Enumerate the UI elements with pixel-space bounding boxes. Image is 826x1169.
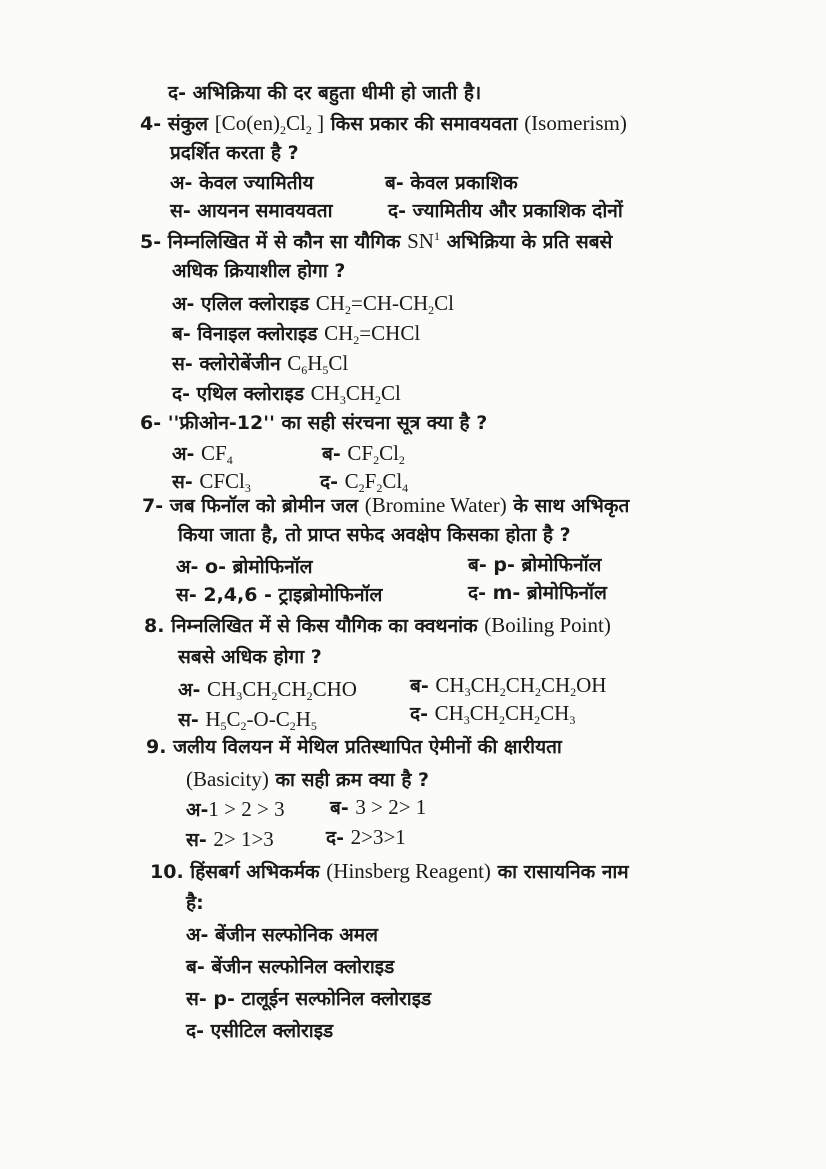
question-9-line-2: [186, 766, 429, 793]
question-10-line-2: है:: [186, 892, 204, 914]
question-6-option-d: [320, 468, 408, 495]
question-10-option-b: ब- बेंजीन सल्फोनिल क्लोराइड: [186, 956, 395, 978]
option-label: द- एथिल क्लोराइड: [172, 383, 304, 405]
question-7-option-d: द- m- ब्रोमोफिनॉल: [468, 582, 607, 604]
question-4-line-2: प्रदर्शित करता है ?: [170, 142, 299, 164]
english-term: (Hinsberg Reagent): [326, 859, 491, 883]
formula: $CF_4$: [201, 441, 233, 467]
option-label: ब-: [322, 443, 341, 465]
question-7-line-1: [142, 492, 629, 519]
question-text: किस प्रकार की समावयवता: [330, 113, 518, 135]
option-label: ब-: [330, 797, 349, 819]
question-6-option-a: [172, 440, 233, 467]
formula: [$Co(en)_2Cl_2$ ]: [214, 111, 325, 137]
option-label: स- क्लोरोबेंजीन: [172, 353, 281, 375]
formula: $SN^1$: [407, 229, 440, 253]
formula: $CH_3CH_2CH_2CH_3$: [434, 701, 576, 727]
formula: $CH_3CH_2Cl$: [310, 381, 401, 407]
question-text: के साथ अभिकृत: [513, 495, 630, 517]
question-5-option-a: [172, 290, 454, 317]
option-label: स-: [178, 709, 199, 731]
question-text: हिंसबर्ग अभिकर्मक: [190, 861, 320, 883]
question-10-option-a: अ- बेंजीन सल्फोनिक अमल: [186, 924, 379, 946]
question-text: ''फ्रीओन-12'' का सही संरचना सूत्र क्या है ?: [167, 412, 488, 434]
question-6-option-c: [172, 468, 251, 495]
question-9-line-1: [146, 734, 562, 760]
formula: $C_2F_2Cl_4$: [344, 469, 409, 495]
question-number: 7-: [142, 495, 164, 517]
formula: 2>3>1: [350, 825, 406, 849]
english-term: (Isomerism): [524, 111, 627, 135]
formula: CFCl$_3$: [199, 469, 251, 495]
question-9-option-b: [330, 794, 426, 821]
question-number: 5-: [140, 231, 162, 253]
english-term: (Boiling Point): [484, 613, 611, 637]
question-7-option-b: ब- p- ब्रोमोफिनॉल: [468, 554, 602, 576]
question-5-line-1: [140, 228, 612, 255]
question-5-option-b: [172, 320, 420, 347]
option-label: स-: [172, 471, 193, 493]
question-4-option-b: ब- केवल प्रकाशिक: [385, 172, 518, 194]
option-label: अ-: [186, 799, 209, 821]
formula: $CH_2=CHCl$: [324, 321, 421, 347]
formula: $CH_3CH_2CH_2CH_2OH$: [435, 673, 607, 699]
formula: 1 > 2 > 3: [208, 797, 285, 821]
option-label: ब-: [410, 675, 429, 697]
question-8-line-2: सबसे अधिक होगा ?: [178, 646, 322, 668]
option-label: अ- एलिल क्लोराइड: [172, 293, 310, 315]
question-4-option-c: स- आयनन समावयवता: [170, 200, 333, 222]
question-text: निम्नलिखित में से कौन सा यौगिक: [167, 231, 401, 253]
question-7-option-c: स- 2,4,6 - ट्राइब्रोमोफिनॉल: [176, 584, 383, 606]
question-9-option-a: [186, 796, 285, 823]
question-7-line-2: किया जाता है, तो प्राप्त सफेद अवक्षेप किसका होता है ?: [178, 524, 571, 546]
formula: 3 > 2> 1: [355, 795, 427, 819]
question-4-option-a: अ- केवल ज्यामितीय: [170, 172, 314, 194]
question-8-line-1: [144, 612, 611, 639]
question-5-option-c: [172, 350, 348, 377]
question-text: निम्नलिखित में से किस यौगिक का क्वथनांक: [171, 615, 478, 637]
question-6-line-1: [140, 410, 487, 436]
option-d-previous: द- अभिक्रिया की दर बहुता धीमी हो जाती है।: [168, 82, 482, 104]
question-text: जलीय विलयन में मेथिल प्रतिस्थापित ऐमीनों की क्षारीयता: [173, 736, 562, 758]
question-10-option-d: द- एसीटिल क्लोराइड: [186, 1020, 334, 1042]
option-label: स-: [186, 829, 207, 851]
question-5-option-d: [172, 380, 401, 407]
formula: $C_6H_5Cl$: [287, 351, 349, 377]
option-label: द-: [410, 703, 428, 725]
english-term: (Basicity): [186, 767, 269, 791]
question-8-option-b: [410, 672, 606, 699]
question-text: संकुल: [167, 113, 209, 135]
question-4-option-d: द- ज्यामितीय और प्रकाशिक दोनों: [388, 200, 623, 222]
question-10-option-c: स- p- टालूईन सल्फोनिल क्लोराइड: [186, 988, 432, 1010]
formula: $CF_2Cl_2$: [347, 441, 405, 467]
question-9-option-c: [186, 826, 274, 853]
formula: $CH_3CH_2CH_2CHO$: [207, 677, 357, 703]
question-8-option-a: [178, 676, 357, 703]
question-text: का सही क्रम क्या है ?: [275, 769, 430, 791]
question-text: जब फिनॉल को ब्रोमीन जल: [169, 495, 359, 517]
option-label: ब- विनाइल क्लोराइड: [172, 323, 318, 345]
question-number: 10.: [150, 861, 184, 883]
option-label: अ-: [172, 443, 195, 465]
question-8-option-c: [178, 706, 317, 733]
formula: $H_5C_2-O-C_2H_5$: [205, 707, 317, 733]
option-label: द-: [320, 471, 338, 493]
question-number: 8.: [144, 615, 165, 637]
question-10-line-1: [150, 858, 629, 885]
english-term: (Bromine Water): [364, 493, 507, 517]
question-9-option-d: [326, 824, 406, 851]
formula: 2> 1>3: [213, 827, 274, 851]
question-4-line-1: [140, 110, 627, 137]
question-number: 4-: [140, 113, 162, 135]
option-label: अ-: [178, 679, 201, 701]
formula: $CH_2=CH-CH_2Cl$: [315, 291, 455, 317]
question-5-line-2: अधिक क्रियाशील होगा ?: [172, 260, 346, 282]
question-7-option-a: अ- o- ब्रोमोफिनॉल: [176, 556, 313, 578]
question-6-option-b: [322, 440, 405, 467]
question-number: 9.: [146, 736, 167, 758]
option-label: द-: [326, 827, 344, 849]
question-text: का रासायनिक नाम: [497, 861, 629, 883]
question-8-option-d: [410, 700, 575, 727]
question-text: अभिक्रिया के प्रति सबसे: [446, 231, 613, 253]
question-number: 6-: [140, 412, 162, 434]
